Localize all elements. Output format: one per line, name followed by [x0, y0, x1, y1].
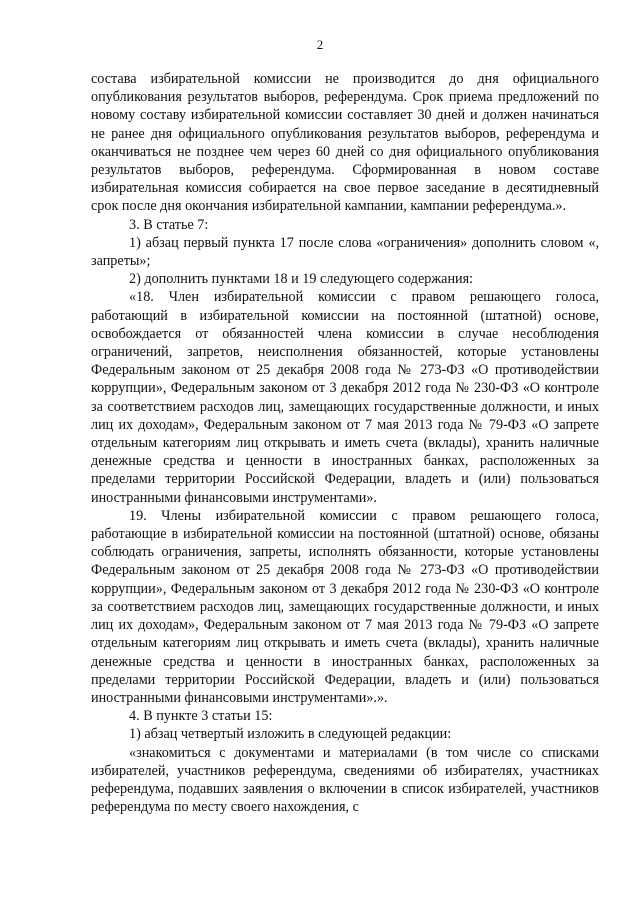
paragraph-subitem-1: 1) абзац первый пункта 17 после слова «ограничения» дополнить словом «, запреты»;: [91, 234, 599, 270]
paragraph-item-3: 3. В статье 7:: [129, 216, 209, 233]
paragraph-subitem-2: 2) дополнить пунктами 18 и 19 следующего содержания:: [129, 271, 474, 288]
paragraph-point-18: «18. Член избирательной комиссии с правом решающего голоса, работающий в избирательной комиссии на постоянной (штатной) основе, освобождается от обязанностей члена комиссии в случае несоблюдения ограничений, запретов, неисполнения обязанностей, которые установлены Федеральным законом от 25 декабря 2008 года № 273-ФЗ «О противодействии коррупции», Федеральным законом от 3 декабря 2012 года № 230-ФЗ «О контроле за соответствием расходов лиц, замещающих государственные должности, и иных лиц их доходам», Федеральным законом от 7 мая 2013 года № 79-ФЗ «О запрете отдельным категориям лиц открывать и иметь счета (вклады), хранить наличные денежные средства и ценности в иностранных банках, расположенных за пределами территории Российской Федерации, владеть и (или) пользоваться иностранными финансовыми инструментами».: [91, 289, 599, 506]
paragraph-point-19: 19. Члены избирательной комиссии с правом решающего голоса, работающие в избирательной комиссии на постоянной (штатной) основе, обязаны соблюдать ограничения, запреты, исполнять обязанности, которые установлены Федеральным законом от 25 декабря 2008 года № 273-ФЗ «О противодействии коррупции», Федеральным законом от 3 декабря 2012 года № 230-ФЗ «О контроле за соответствием расходов лиц, замещающих государственные должности, и иных лиц их доходам», Федеральным законом от 7 мая 2013 года № 79-ФЗ «О запрете отдельным категориям лиц открывать и иметь счета (вклады), хранить наличные денежные средства и ценности в иностранных банках, расположенных за пределами территории Российской Федерации, владеть и (или) пользоваться иностранными финансовыми инструментами».».: [91, 507, 599, 706]
document-body: [91, 70, 599, 816]
paragraph-item-4: 4. В пункте 3 статьи 15:: [129, 708, 273, 725]
paragraph-subitem-1-new: 1) абзац четвертый изложить в следующей редакции:: [129, 726, 452, 743]
paragraph-quote: «знакомиться с документами и материалами (в том числе со списками избирателей, участников референдума, сведениями об избирателях, участниках референдума, подавших заявления о включении в список избирателей, участников референдума по месту своего нахождения, с: [91, 744, 599, 816]
paragraph-continuation: состава избирательной комиссии не производится до дня официального опубликования результатов выборов, референдума. Срок приема предложений по новому составу избирательной комиссии составляет 30 дней и должен начинаться не ранее дня официального опубликования результатов выборов, референдума и оканчиваться не позднее чем через 60 дней со дня официального опубликования результатов выборов, референдума. Сформированная в новом составе избирательная комиссия собирается на свое первое заседание в десятидневный срок после дня окончания избирательной кампании, кампании референдума.».: [91, 71, 599, 215]
page-number: 2: [316, 37, 324, 52]
